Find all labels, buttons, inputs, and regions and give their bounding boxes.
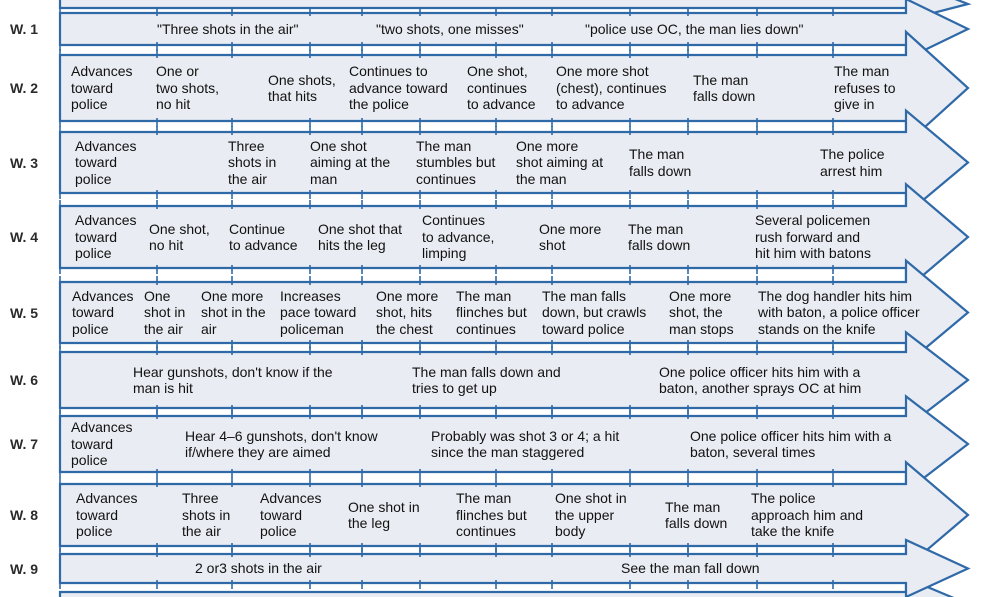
event-text: Advances toward police: [75, 137, 137, 187]
event-text: The police approach him and take the knife: [751, 490, 864, 540]
event-text: Advances toward police: [75, 212, 137, 262]
event-text: One more shot, the man stops: [669, 287, 734, 337]
event-text: One police officer hits him with a baton, several times: [690, 427, 892, 460]
event-text: See the man fall down: [621, 560, 760, 577]
event-text: Probably was shot 3 or 4; a hit since the man staggered: [431, 427, 620, 460]
event-text: One shot in the leg: [348, 498, 420, 531]
event-text: One more shot: [539, 220, 602, 253]
event-text: The man falls down: [665, 498, 728, 531]
event-text: The man falls down and tries to get up: [412, 363, 561, 396]
event-text: The police arrest him: [820, 146, 885, 179]
event-text: One police officer hits him with a baton, another sprays OC at him: [659, 363, 862, 396]
row-label: W. 5: [10, 304, 39, 321]
event-text: "Three shots in the air": [157, 20, 299, 37]
row-label: W. 4: [10, 229, 39, 245]
event-text: The man refuses to give in: [834, 63, 896, 113]
event-text: Continue to advance: [229, 220, 298, 253]
event-text: "two shots, one misses": [376, 20, 524, 37]
event-text: The man flinches but continues: [456, 490, 527, 540]
event-text: Advances toward police: [76, 490, 138, 540]
event-text: Several policemen rush forward and hit him with batons: [755, 212, 871, 262]
event-text: Three shots in the air: [228, 137, 277, 187]
event-text: The man flinches but continues: [456, 287, 527, 337]
event-text: One shot, continues to advance: [467, 63, 536, 113]
event-text: Advances toward police: [72, 287, 134, 337]
row-label: W. 1: [10, 21, 39, 37]
event-text: Advances toward police: [71, 419, 133, 469]
event-text: The man falls down: [693, 71, 756, 104]
event-text: One more shot in the air: [201, 287, 266, 337]
event-text: One shot in the air: [144, 287, 186, 337]
event-text: Hear gunshots, don't know if the man is hit: [133, 363, 333, 396]
event-text: Increases pace toward policeman: [280, 287, 357, 337]
event-text: One shot, no hit: [149, 220, 210, 253]
row-label: W. 2: [10, 80, 39, 96]
event-text: Hear 4–6 gunshots, don't know if/where they are aimed: [185, 427, 378, 460]
event-text: The man falls down: [628, 220, 691, 253]
event-text: Continues to advance toward the police: [349, 63, 448, 113]
row-label: W. 3: [10, 154, 39, 171]
event-text: One more shot, hits the chest: [376, 287, 439, 337]
event-text: Advances toward police: [71, 63, 133, 113]
event-text: The man falls down, but crawls toward police: [542, 287, 647, 337]
event-text: One more shot aiming at the man: [516, 137, 604, 187]
event-text: One or two shots, no hit: [156, 63, 220, 113]
event-text: One shot aiming at the man: [310, 137, 391, 187]
event-text: One shot in the upper body: [555, 490, 627, 540]
event-text: One shot that hits the leg: [318, 220, 403, 253]
event-text: The dog handler hits him with baton, a police officer stands on the knife: [758, 287, 920, 337]
event-text: Continues to advance, limping: [422, 212, 495, 262]
event-text: Advances toward police: [260, 490, 322, 540]
row-label: W. 9: [10, 560, 39, 577]
event-text: The man stumbles but continues: [416, 137, 496, 187]
event-text: One more shot (chest), continues to advance: [556, 63, 667, 113]
event-text: Three shots in the air: [182, 490, 231, 540]
row-label: W. 6: [10, 372, 39, 388]
event-text: "police use OC, the man lies down": [585, 20, 804, 37]
event-text: 2 or3 shots in the air: [195, 560, 322, 577]
row-label: W. 8: [10, 507, 39, 523]
event-text: One shots, that hits: [268, 71, 336, 104]
row-label: W. 7: [10, 436, 39, 452]
event-text: The man falls down: [629, 146, 692, 179]
